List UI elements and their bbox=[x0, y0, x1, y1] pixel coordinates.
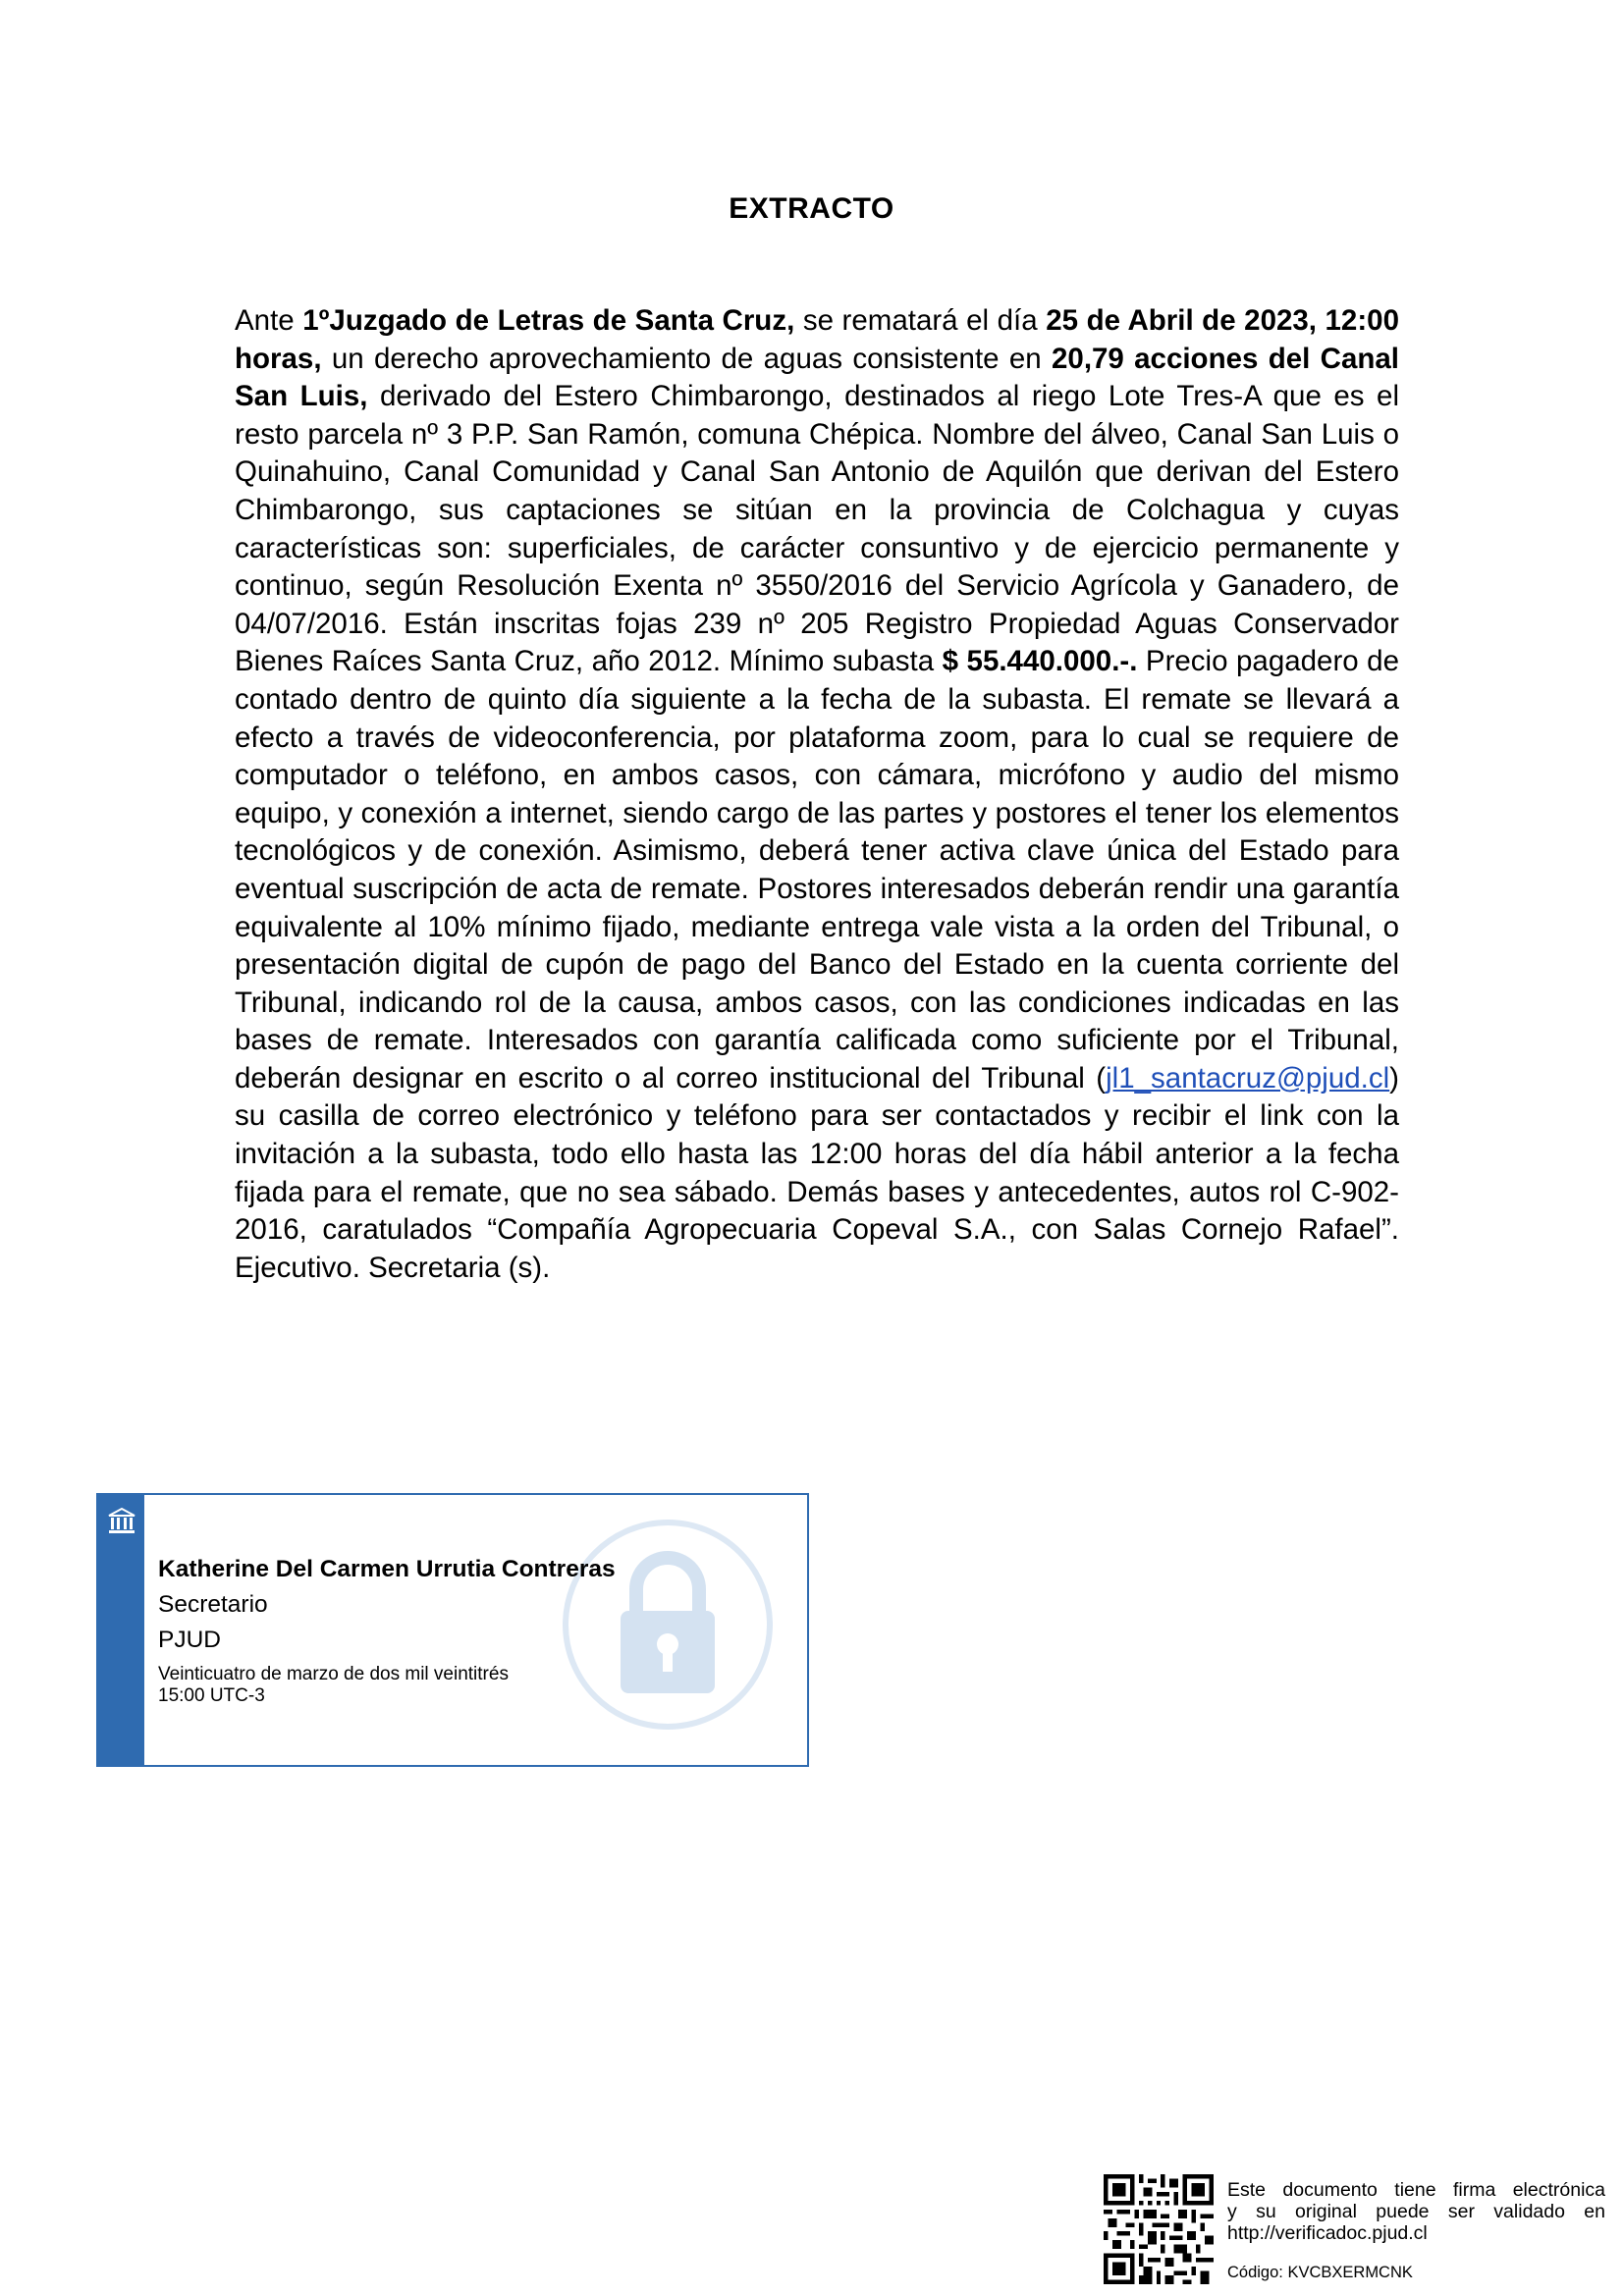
water-shares: 20,79 acciones del Canal San Luis, bbox=[235, 342, 1399, 413]
signer-name: Katherine Del Carmen Urrutia Contreras bbox=[158, 1556, 616, 1582]
court-email-link[interactable]: jl1_santacruz@pjud.cl bbox=[1106, 1061, 1390, 1095]
auction-date: 25 de Abril de 2023, 12:00 horas, bbox=[235, 304, 1399, 375]
text-segment: derivado del Estero Chimbarongo, destinados al riego Lote Tres-A que es el resto parcela nº 3 P.P. San Ramón, comuna Chépica. Nombre del álveo, Canal San Luis o Quinahuino, Canal Comunidad y Canal San Antonio de Aquilón que derivan del Estero Chimbarongo, sus captaciones se sitúan en la provincia de Colchagua y cuyas características son: superficiales, de carácter consuntivo y de ejercicio permanente y continuo, según Resolución Exenta nº 3550/2016 del Servicio Agrícola y Ganadero, de 04/07/2016. Están inscritas fojas 239 nº 205 Registro Propiedad Aguas Conservador Bienes Raíces Santa Cruz, año 2012. Mínimo subasta bbox=[235, 380, 1399, 678]
verification-line-2: y su original puede ser validado en bbox=[1227, 2201, 1605, 2222]
verification-line-1: Este documento tiene firma electrónica bbox=[1227, 2179, 1605, 2201]
signature-timestamp bbox=[158, 1664, 509, 1707]
auction-extract-paragraph bbox=[235, 302, 1399, 1287]
document-title: EXTRACTO bbox=[729, 192, 894, 225]
signature-date: Veinticuatro de marzo de dos mil veintitrés bbox=[158, 1664, 509, 1684]
text-segment: Ante bbox=[235, 304, 303, 337]
verification-url[interactable]: http://verificadoc.pjud.cl bbox=[1227, 2222, 1428, 2244]
minimum-bid: $ 55.440.000.-. bbox=[942, 645, 1138, 678]
verification-notice bbox=[1227, 2179, 1605, 2244]
court-name: 1ºJuzgado de Letras de Santa Cruz, bbox=[302, 304, 795, 337]
signer-role: Secretario bbox=[158, 1591, 268, 1618]
courthouse-icon bbox=[107, 1507, 136, 1536]
text-segment: ) su casilla de correo electrónico y teléfono para ser contactados y recibir el link con la invitación a la subasta, todo ello hasta las 12:00 horas del día hábil anterior a la fecha fijada para el remate, que no sea sábado. Demás bases y antecedentes, autos rol C-902-2016, caratulados “Compañía Agropecuaria Copeval S.A., con Salas Cornejo Rafael”. Ejecutivo. Secretaria (s). bbox=[235, 1061, 1399, 1284]
signature-side-bar bbox=[98, 1495, 144, 1765]
text-segment: Precio pagadero de contado dentro de quinto día siguiente a la fecha de la subasta. El remate se llevará a efecto a través de videoconferencia, por plataforma zoom, para lo cual se requiere de computador o teléfono, en ambos casos, con cámara, micrófono y audio del mismo equipo, y conexión a internet, siendo cargo de las partes y postores el tener los elementos tecnológicos y de conexión. Asimismo, deberá tener activa clave única del Estado para eventual suscripción de acta de remate. Postores interesados deberán rendir una garantía equivalente al 10% mínimo fijado, mediante entrega vale vista a la orden del Tribunal, o presentación digital de cupón de pago del Banco del Estado en la cuenta corriente del Tribunal, indicando rol de la causa, ambos casos, con las condiciones indicadas en las bases de remate. Interesados con garantía calificada como suficiente por el Tribunal, deberán designar en escrito o al correo institucional del Tribunal ( bbox=[235, 645, 1399, 1095]
text-segment: se rematará el día bbox=[794, 304, 1047, 337]
text-segment: un derecho aprovechamiento de aguas consistente en bbox=[321, 342, 1052, 375]
lock-watermark-icon bbox=[560, 1517, 776, 1733]
electronic-signature-box bbox=[96, 1493, 809, 1767]
signer-organization: PJUD bbox=[158, 1627, 221, 1653]
verification-code: Código: KVCBXERMCNK bbox=[1227, 2264, 1413, 2281]
qr-code bbox=[1104, 2174, 1214, 2284]
signature-time: 15:00 UTC-3 bbox=[158, 1685, 265, 1706]
